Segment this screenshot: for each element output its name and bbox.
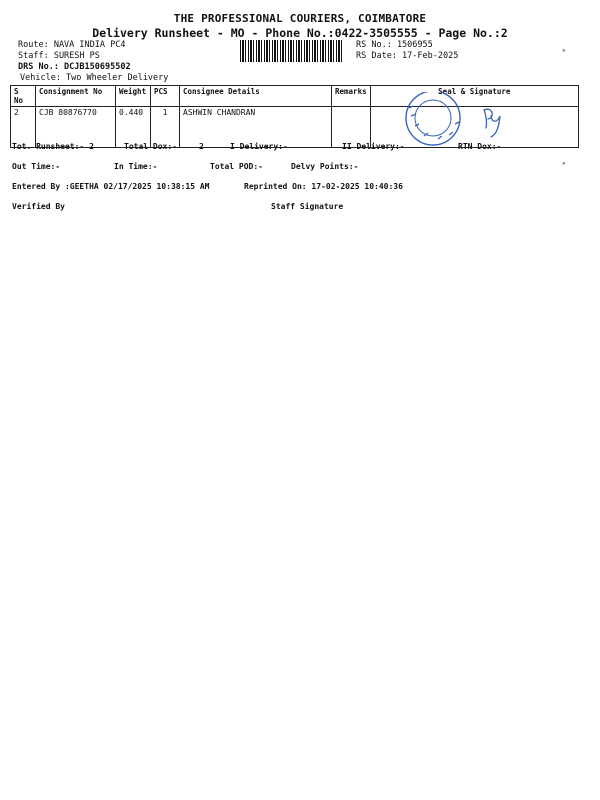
col-remarks: Remarks [332, 86, 371, 107]
cell-weight: 0.440 [116, 107, 151, 148]
total-pod: Total POD:- [210, 162, 263, 171]
i-delivery: I Delivery:- [230, 142, 288, 151]
cell-pcs: 1 [151, 107, 180, 148]
col-sno: S No [11, 86, 36, 107]
vehicle-text: Vehicle: Two Wheeler Delivery [20, 73, 169, 83]
out-time: Out Time:- [12, 162, 61, 171]
runsheet-subtitle: Delivery Runsheet - MO - Phone No.:0422-3505555 - Page No.:2 [92, 26, 508, 40]
col-consignee: Consignee Details [180, 86, 332, 107]
total-dox-label: Total Dox:- [124, 142, 177, 151]
col-consignment: Consignment No [36, 86, 116, 107]
margin-mark: ▪ [562, 47, 566, 54]
barcode-icon [240, 40, 344, 62]
staff-signature: Staff Signature [271, 202, 344, 211]
staff-text: Staff: SURESH PS [18, 51, 100, 61]
col-seal: Seal & Signature [370, 86, 578, 107]
company-title: THE PROFESSIONAL COURIERS, COIMBATORE [173, 12, 427, 25]
handwritten-signature-icon [484, 109, 500, 137]
cell-sno: 2 [11, 107, 36, 148]
route-text: Route: NAVA INDIA PC4 [18, 40, 126, 50]
tot-runsheet: Tot. Runsheet:- 2 [12, 142, 94, 151]
verified-by: Verified By [12, 202, 65, 211]
ii-delivery: II Delivery:- [342, 142, 405, 151]
rs-date: RS Date: 17-Feb-2025 [356, 51, 459, 61]
drs-number: DRS No.: DCJB150695502 [18, 62, 131, 72]
in-time: In Time:- [114, 162, 158, 171]
entered-by: Entered By :GEETHA 02/17/2025 10:38:15 AM [12, 182, 210, 191]
col-weight: Weight [116, 86, 151, 107]
cell-consignment: CJB 80876770 [36, 107, 116, 148]
rs-number: RS No.: 1506955 [356, 40, 433, 50]
col-pcs: PCS [151, 86, 180, 107]
rtn-dox: RTN Dox:- [458, 142, 502, 151]
reprinted-on: Reprinted On: 17-02-2025 10:40:36 [244, 182, 403, 191]
margin-mark-2: ▪ [562, 160, 566, 167]
delvy-points: Delvy Points:- [291, 162, 359, 171]
cell-consignee: ASHWIN CHANDRAN [180, 107, 332, 148]
total-dox-value: 2 [199, 142, 204, 151]
